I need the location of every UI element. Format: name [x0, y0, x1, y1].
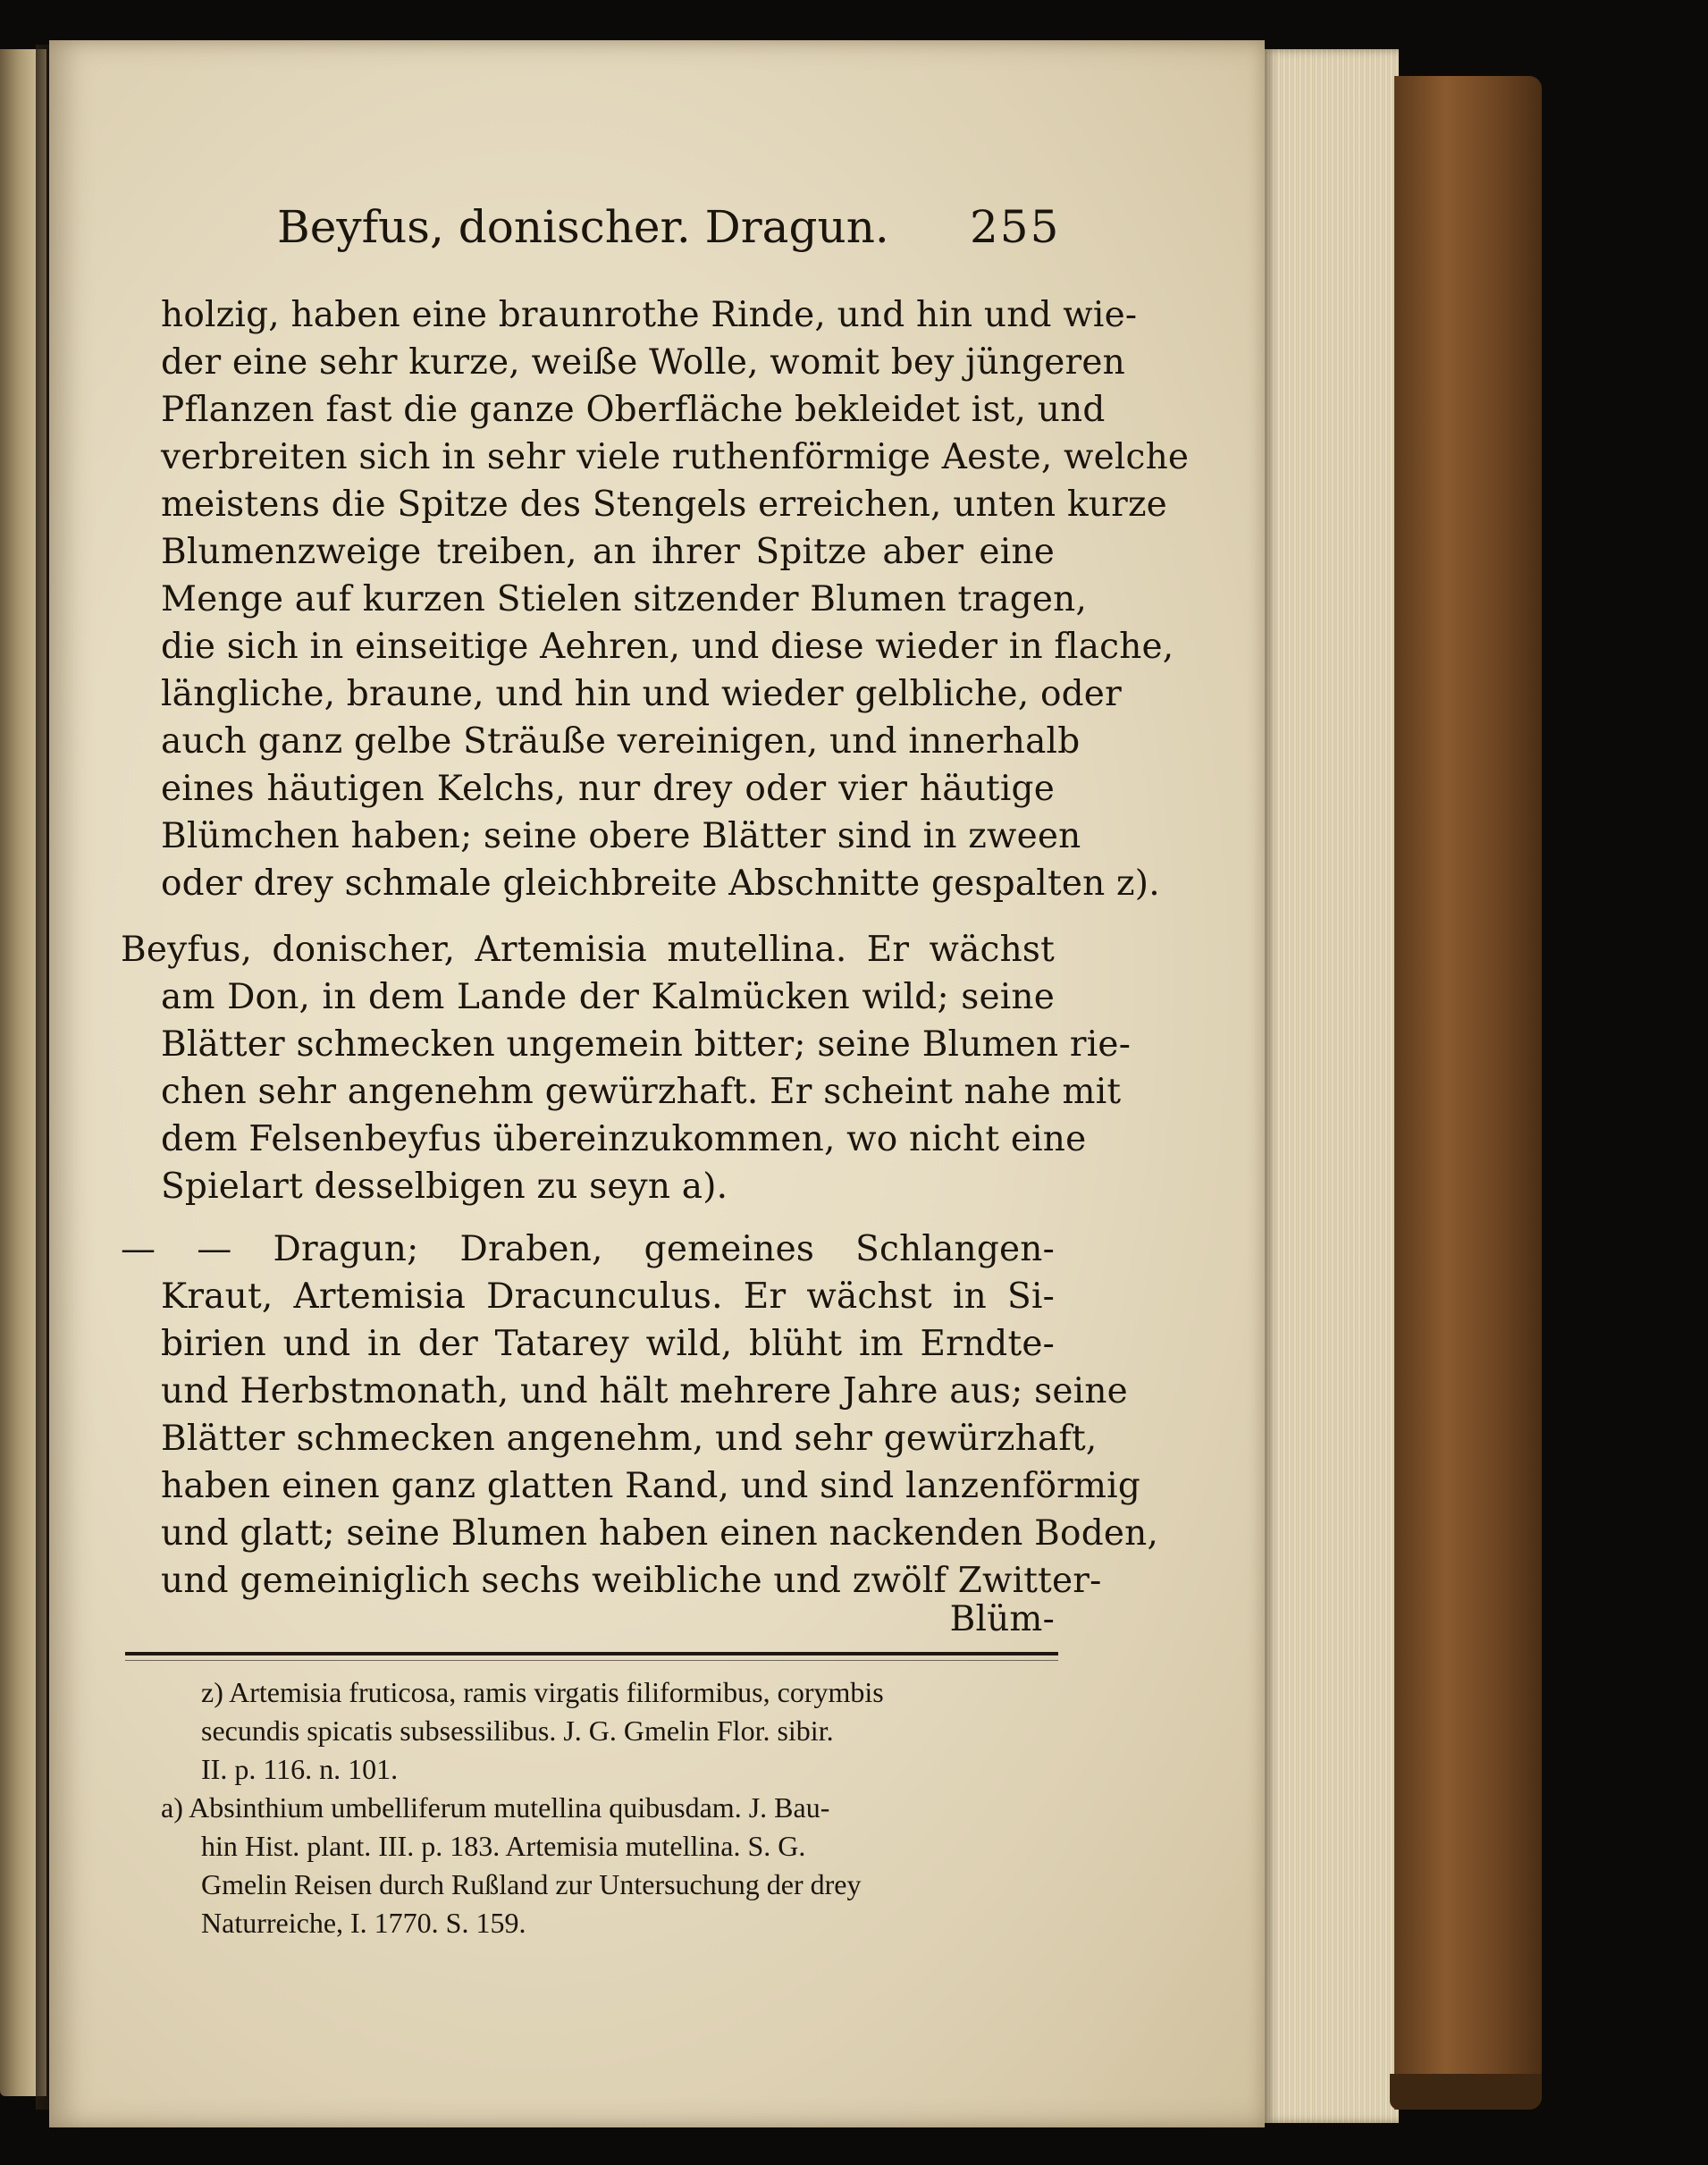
text-line: haben einen ganz glatten Rand, und sind lanzenförmig	[161, 1466, 1141, 1506]
entry-heading-line: Beyfus, donischer, Artemisia mutellina. Er wächst	[121, 930, 1055, 970]
footnote-line: a) Absinthium umbelliferum mutellina quibusdam. J. Bau-	[161, 1791, 830, 1824]
text-line: am Don, in dem Lande der Kalmücken wild; seine	[161, 977, 1055, 1017]
footnote-line: secundis spicatis subsessilibus. J. G. Gmelin Flor. sibir.	[201, 1714, 834, 1747]
text-line: auch ganz gelbe Sträuße vereinigen, und innerhalb	[161, 721, 1081, 762]
text-line: Blumenzweige treiben, an ihrer Spitze aber eine	[161, 532, 1055, 572]
text-line: oder drey schmale gleichbreite Abschnitte gespalten z).	[161, 863, 1160, 904]
text-line: holzig, haben eine braunrothe Rinde, und hin und wie-	[161, 295, 1138, 335]
text-line: eines häutigen Kelchs, nur drey oder vier häutige	[161, 769, 1055, 809]
running-title: Beyfus, donischer. Dragun.	[277, 201, 889, 253]
text-line: Blätter schmecken ungemein bitter; seine Blumen rie-	[161, 1024, 1132, 1065]
text-line: chen sehr angenehm gewürzhaft. Er scheint nahe mit	[161, 1072, 1122, 1112]
text-line: und Herbstmonath, und hält mehrere Jahre aus; seine	[161, 1371, 1128, 1411]
text-line: verbreiten sich in sehr viele ruthenförmige Aeste, welche	[161, 437, 1190, 477]
footnote-rule-thin	[125, 1660, 1058, 1661]
text-line: dem Felsenbeyfus übereinzukommen, wo nicht eine	[161, 1119, 1087, 1159]
book-cover	[1394, 76, 1542, 2110]
footnote-line: z) Artemisia fruticosa, ramis virgatis filiformibus, corymbis	[201, 1676, 884, 1708]
text-line: Menge auf kurzen Stielen sitzender Blumen tragen,	[161, 579, 1088, 619]
page-number: 255	[970, 201, 1061, 253]
text-line: Spielart desselbigen zu seyn a).	[161, 1167, 728, 1207]
book-cover-bottom	[1390, 2074, 1542, 2110]
footnote-line: Gmelin Reisen durch Rußland zur Untersuchung der drey	[201, 1868, 862, 1900]
footnote-line: II. p. 116. n. 101.	[201, 1753, 399, 1785]
text-line: Pflanzen fast die ganze Oberfläche bekleidet ist, und	[161, 390, 1106, 430]
footnote-rule	[125, 1652, 1058, 1655]
text-line: längliche, braune, und hin und wieder gelbliche, oder	[161, 674, 1122, 714]
text-line: birien und in der Tatarey wild, blüht im Erndte-	[161, 1324, 1055, 1364]
text-line: die sich in einseitige Aehren, und diese wieder in flache,	[161, 627, 1174, 667]
entry-heading-line: — — Dragun; Draben, gemeines Schlangen-	[121, 1229, 1055, 1269]
text-line: und gemeiniglich sechs weibliche und zwölf Zwitter-	[161, 1561, 1102, 1601]
text-line: der eine sehr kurze, weiße Wolle, womit bey jüngeren	[161, 342, 1125, 383]
footnote-line: hin Hist. plant. III. p. 183. Artemisia mutellina. S. G.	[201, 1830, 806, 1862]
text-line: Blätter schmecken angenehm, und sehr gewürzhaft,	[161, 1419, 1098, 1459]
text-line: meistens die Spitze des Stengels erreichen, unten kurze	[161, 484, 1167, 525]
footnote-line: Naturreiche, I. 1770. S. 159.	[201, 1907, 526, 1939]
text-line: Kraut, Artemisia Dracunculus. Er wächst in Si-	[161, 1276, 1055, 1317]
text-line: und glatt; seine Blumen haben einen nackenden Boden,	[161, 1513, 1159, 1554]
text-line: Blümchen haben; seine obere Blätter sind in zween	[161, 816, 1081, 856]
page-block-edge	[1265, 49, 1399, 2123]
catchword: Blüm-	[949, 1599, 1055, 1639]
